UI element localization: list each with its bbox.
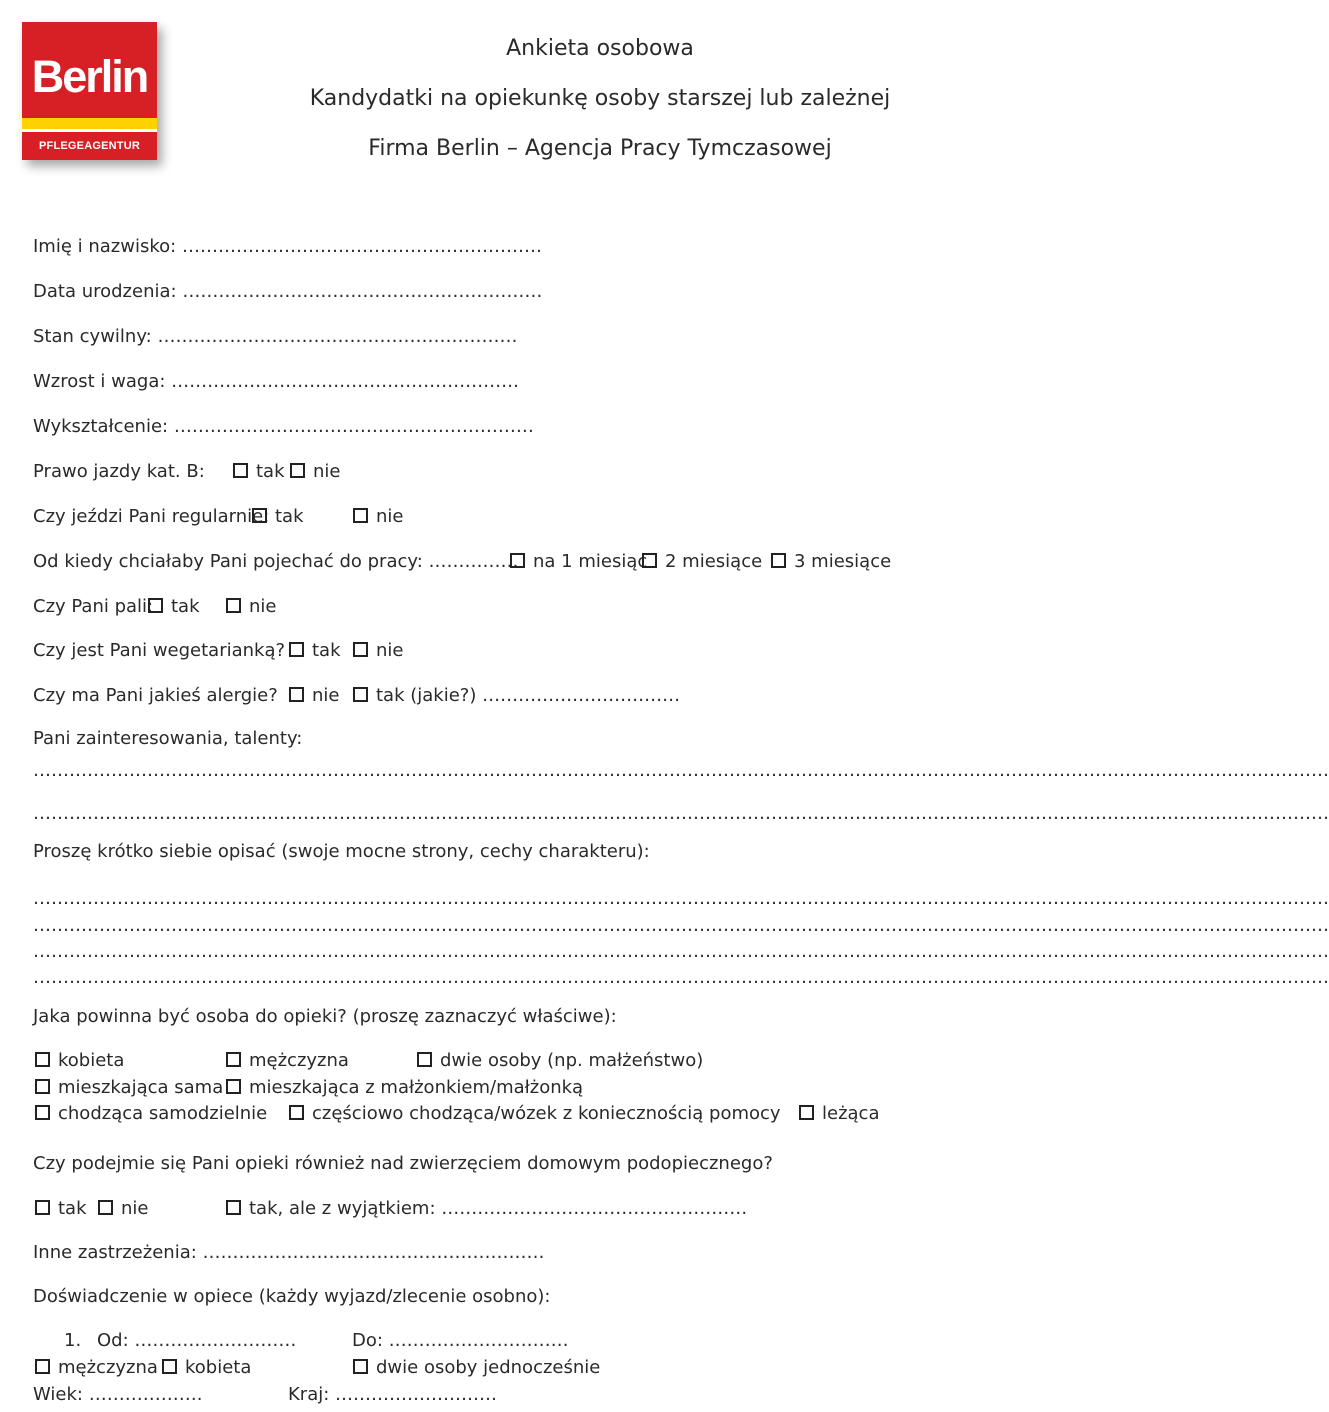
checkbox[interactable] [35,1052,50,1067]
height-weight-field[interactable] [33,373,519,391]
experience-number: 1. [64,1330,82,1351]
option-label: 2 miesiące [665,551,763,572]
option-label: tak [256,461,285,482]
start-label: Od kiedy chciałaby Pani pojechać do pracy: [33,551,423,572]
name-dots: …………………………………………………… [181,236,542,257]
edu-label: Wykształcenie: [33,416,169,437]
vegetarian-yes-option[interactable] [289,642,341,660]
country-label: Kraj: [288,1384,330,1405]
checkbox[interactable] [233,463,248,478]
logo-subtitle: PFLEGEAGENTUR [39,140,140,152]
vegetarian-no-option[interactable] [353,642,403,660]
driving-yes-option[interactable] [233,463,285,481]
option-label: tak [275,506,304,527]
interests-label: Pani zainteresowania, talenty: [33,728,303,749]
pets-yes-option[interactable] [35,1200,87,1218]
care-label: Jaka powinna być osoba do opieki? (proszę zaznaczyć właściwe): [33,1006,617,1027]
care-spouse-option[interactable] [226,1079,583,1097]
pets-except-option[interactable] [226,1200,747,1218]
checkbox[interactable] [226,598,241,613]
civil-dots: …………………………………………………… [157,326,518,347]
checkbox[interactable] [289,1105,304,1120]
pets-dots: …………………………………………… [441,1198,748,1219]
option-label: 3 miesiące [794,551,892,572]
checkbox[interactable] [510,553,525,568]
checkbox[interactable] [35,1200,50,1215]
form-subtitle: Kandydatki na opiekunkę osoby starszej lub zależnej [309,86,891,111]
name-field[interactable] [33,238,542,256]
checkbox[interactable] [290,463,305,478]
checkbox[interactable] [771,553,786,568]
other-label: Inne zastrzeżenia: [33,1242,197,1263]
driving-no-option[interactable] [290,463,340,481]
option-label: nie [121,1198,149,1219]
birth-field[interactable] [33,283,542,301]
experience-man-option[interactable] [35,1359,158,1377]
interests-line-2[interactable]: ……………………………………………………………………………………………………………………………………………………………………………………………… [33,803,1329,824]
checkbox[interactable] [252,508,267,523]
driving-label: Prawo jazdy kat. B: [33,461,205,482]
care-alone-option[interactable] [35,1079,223,1097]
from-label: Od: [97,1330,129,1351]
civil-label: Stan cywilny: [33,326,152,347]
checkbox[interactable] [353,1359,368,1374]
checkbox[interactable] [35,1359,50,1374]
option-label: mieszkająca z małżonkiem/małżonką [249,1077,584,1098]
option-label: chodząca samodzielnie [58,1103,268,1124]
care-woman-option[interactable] [35,1052,124,1070]
checkbox[interactable] [226,1079,241,1094]
regular-yes-option[interactable] [252,508,304,526]
checkbox[interactable] [35,1079,50,1094]
smoke-no-option[interactable] [226,598,276,616]
option-label: częściowo chodząca/wózek z koniecznością pomocy [312,1103,781,1124]
allergy-dots: …………………………… [482,685,681,706]
option-label: tak, ale z wyjątkiem: [249,1198,436,1219]
checkbox[interactable] [289,687,304,702]
care-walking-option[interactable] [35,1105,267,1123]
start-2-months-option[interactable] [642,553,762,571]
other-dots: ………………………………………………… [202,1242,545,1263]
logo-word: Berlin [31,51,148,102]
regular-label: Czy jeździ Pani regularnie: [33,506,270,527]
option-label: dwie osoby (np. małżeństwo) [440,1050,704,1071]
option-label: mieszkająca sama [58,1077,224,1098]
experience-label: Doświadczenie w opiece (każdy wyjazd/zlecenie osobno): [33,1286,551,1307]
option-label: tak [312,640,341,661]
allergy-yes-option[interactable] [353,687,680,705]
checkbox[interactable] [35,1105,50,1120]
option-label: nie [313,461,341,482]
describe-line-1[interactable]: ……………………………………………………………………………………………………………………………………………………………………………………………… [33,888,1329,909]
experience-country-field[interactable] [288,1386,497,1404]
option-label: tak [58,1198,87,1219]
allergy-no-option[interactable] [289,687,339,705]
describe-line-3[interactable]: ……………………………………………………………………………………………………………………………………………………………………………………………… [33,941,1329,962]
edu-dots: …………………………………………………… [173,416,534,437]
regular-no-option[interactable] [353,508,403,526]
height-dots: …………………………………………………. [171,371,519,392]
option-label: nie [249,596,277,617]
to-label: Do: [352,1330,383,1351]
option-label: leżąca [822,1103,880,1124]
describe-line-4[interactable]: ……………………………………………………………………………………………………………………………………………………………………………………………… [33,967,1329,988]
country-dots: ……………………… [335,1384,498,1405]
checkbox[interactable] [417,1052,432,1067]
to-dots: ………………………… [388,1330,569,1351]
describe-line-2[interactable]: ……………………………………………………………………………………………………………………………………………………………………………………………… [33,915,1329,936]
start-1-month-option[interactable] [510,553,647,571]
experience-woman-option[interactable] [162,1359,251,1377]
option-label: tak [171,596,200,617]
option-label: kobieta [58,1050,125,1071]
option-label: dwie osoby jednocześnie [376,1357,601,1378]
checkbox[interactable] [98,1200,113,1215]
allergy-label: Czy ma Pani jakieś alergie? [33,685,278,706]
from-dots: ……………………… [134,1330,297,1351]
education-field[interactable] [33,418,534,436]
civil-status-field[interactable] [33,328,517,346]
birth-label: Data urodzenia: [33,281,177,302]
care-man-option[interactable] [226,1052,349,1070]
option-label: nie [312,685,340,706]
option-label: nie [376,640,404,661]
form-title: Ankieta osobowa [506,36,694,61]
experience-to-field[interactable] [352,1332,569,1350]
care-lying-option[interactable] [799,1105,879,1123]
option-label: mężczyzna [249,1050,349,1071]
smoke-yes-option[interactable] [148,598,200,616]
checkbox[interactable] [226,1052,241,1067]
option-label: mężczyzna [58,1357,158,1378]
option-label: tak (jakie?) [376,685,477,706]
option-label: kobieta [185,1357,252,1378]
name-label: Imię i nazwisko: [33,236,177,257]
age-label: Wiek: [33,1384,83,1405]
berlin-logo [22,22,157,160]
checkbox[interactable] [226,1200,241,1215]
pets-label: Czy podejmie się Pani opieki również nad zwierzęciem domowym podopiecznego? [33,1153,773,1174]
checkbox[interactable] [148,598,163,613]
experience-age-field[interactable] [33,1386,202,1404]
describe-label: Proszę krótko siebie opisać (swoje mocne strony, cechy charakteru): [33,841,650,862]
height-label: Wzrost i waga: [33,371,166,392]
checkbox[interactable] [353,687,368,702]
interests-line-1[interactable]: ……………………………………………………………………………………………………………………………………………………………………………………………… [33,760,1329,781]
start-3-months-option[interactable] [771,553,891,571]
experience-from-field[interactable] [97,1332,296,1350]
age-dots: ………………. [88,1384,203,1405]
checkbox[interactable] [799,1105,814,1120]
experience-two-option[interactable] [353,1359,600,1377]
company-line: Firma Berlin – Agencja Pracy Tymczasowej [368,136,832,161]
option-label: na 1 miesiąc [533,551,648,572]
checkbox[interactable] [353,642,368,657]
care-partly-option[interactable] [289,1105,781,1123]
checkbox[interactable] [353,508,368,523]
start-dots: …………… [428,551,519,572]
checkbox[interactable] [642,553,657,568]
care-two-option[interactable] [417,1052,703,1070]
checkbox[interactable] [162,1359,177,1374]
option-label: nie [376,506,404,527]
birth-dots: …………………………………………………… [182,281,543,302]
start-field[interactable] [33,553,519,571]
smoke-label: Czy Pani pali: [33,596,154,617]
vegetarian-label: Czy jest Pani wegetarianką? [33,640,286,661]
checkbox[interactable] [289,642,304,657]
pets-no-option[interactable] [98,1200,148,1218]
logo-yellow-bar [22,118,157,129]
other-field[interactable] [33,1244,545,1262]
